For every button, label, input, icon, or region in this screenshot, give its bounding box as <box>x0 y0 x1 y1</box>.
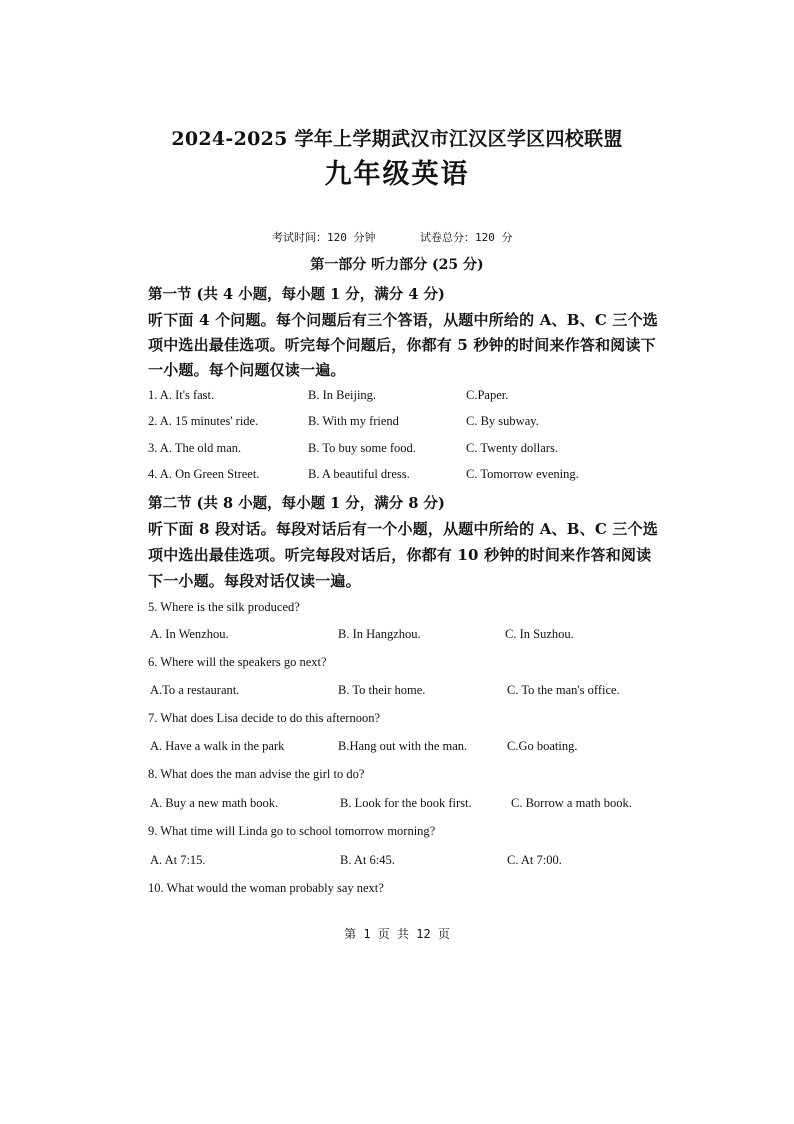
q5-question: 5. Where is the silk produced? <box>148 600 300 614</box>
q1-option-c: C.Paper. <box>466 388 509 402</box>
q9-question: 9. What time will Linda go to school tomorrow morning? <box>148 824 436 838</box>
q1-option-b: B. In Beijing. <box>308 388 377 402</box>
q2-option-a: 2. A. 15 minutes' ride. <box>148 414 259 428</box>
q4-option-c: C. Tomorrow evening. <box>466 467 579 481</box>
q7-option-c: C.Go boating. <box>507 739 578 753</box>
q7-option-b: B.Hang out with the man. <box>338 739 468 753</box>
total-score: 试卷总分：120 分 <box>420 231 513 244</box>
q2-option-b: B. With my friend <box>308 414 399 428</box>
q8-option-c: C. Borrow a math book. <box>511 796 632 810</box>
q4-option-b: B. A beautiful dress. <box>308 467 410 481</box>
section1-title: 第一节 (共 4 小题，每小题 1 分，满分 4 分) <box>148 286 445 303</box>
q3-option-c: C. Twenty dollars. <box>466 441 558 455</box>
q5-option-c: C. In Suzhou. <box>505 627 574 641</box>
q1-option-a: 1. A. It's fast. <box>148 388 215 402</box>
q8-option-b: B. Look for the book first. <box>340 796 472 810</box>
exam-subject: 九年级英语 <box>324 159 470 190</box>
section2-instruction-line: 下一小题。每段对话仅读一遍。 <box>148 572 361 590</box>
q8-option-a: A. Buy a new math book. <box>150 796 279 810</box>
q6-option-a: A.To a restaurant. <box>150 683 240 697</box>
q5-option-b: B. In Hangzhou. <box>338 627 421 641</box>
q5-option-a: A. In Wenzhou. <box>150 627 229 641</box>
exam-time: 考试时间：120 分钟 <box>272 231 376 244</box>
q6-question: 6. Where will the speakers go next? <box>148 655 327 669</box>
q2-option-c: C. By subway. <box>466 414 539 428</box>
section2-instruction-line: 听下面 8 段对话。每段对话后有一个小题，从题中所给的 A、B、C 三个选 <box>148 520 658 538</box>
q4-option-a: 4. A. On Green Street. <box>148 467 260 481</box>
q3-option-a: 3. A. The old man. <box>148 441 242 455</box>
q7-option-a: A. Have a walk in the park <box>150 739 285 753</box>
exam-title: 2024-2025 学年上学期武汉市江汉区学区四校联盟 <box>171 128 623 150</box>
page-footer: 第 1 页 共 12 页 <box>344 927 450 941</box>
part1-title: 第一部分 听力部分 (25 分) <box>310 257 484 273</box>
q3-option-b: B. To buy some food. <box>308 441 416 455</box>
q6-option-b: B. To their home. <box>338 683 426 697</box>
q7-question: 7. What does Lisa decide to do this afternoon? <box>148 711 380 725</box>
q10-question: 10. What would the woman probably say next? <box>148 881 384 895</box>
section2-instruction-line: 项中选出最佳选项。听完每段对话后，你都有 10 秒钟的时间来作答和阅读 <box>148 546 652 564</box>
section1-instruction-line: 一小题。每个问题仅读一遍。 <box>148 361 346 379</box>
section2-title: 第二节 (共 8 小题，每小题 1 分，满分 8 分) <box>148 495 445 512</box>
q8-question: 8. What does the man advise the girl to do? <box>148 767 365 781</box>
q9-option-c: C. At 7:00. <box>507 853 562 867</box>
q9-option-b: B. At 6:45. <box>340 853 395 867</box>
section1-instruction-line: 项中选出最佳选项。听完每个问题后，你都有 5 秒钟的时间来作答和阅读下 <box>148 336 656 354</box>
q9-option-a: A. At 7:15. <box>150 853 206 867</box>
section1-instruction-line: 听下面 4 个问题。每个问题后有三个答语，从题中所给的 A、B、C 三个选 <box>148 311 658 329</box>
q6-option-c: C. To the man's office. <box>507 683 620 697</box>
